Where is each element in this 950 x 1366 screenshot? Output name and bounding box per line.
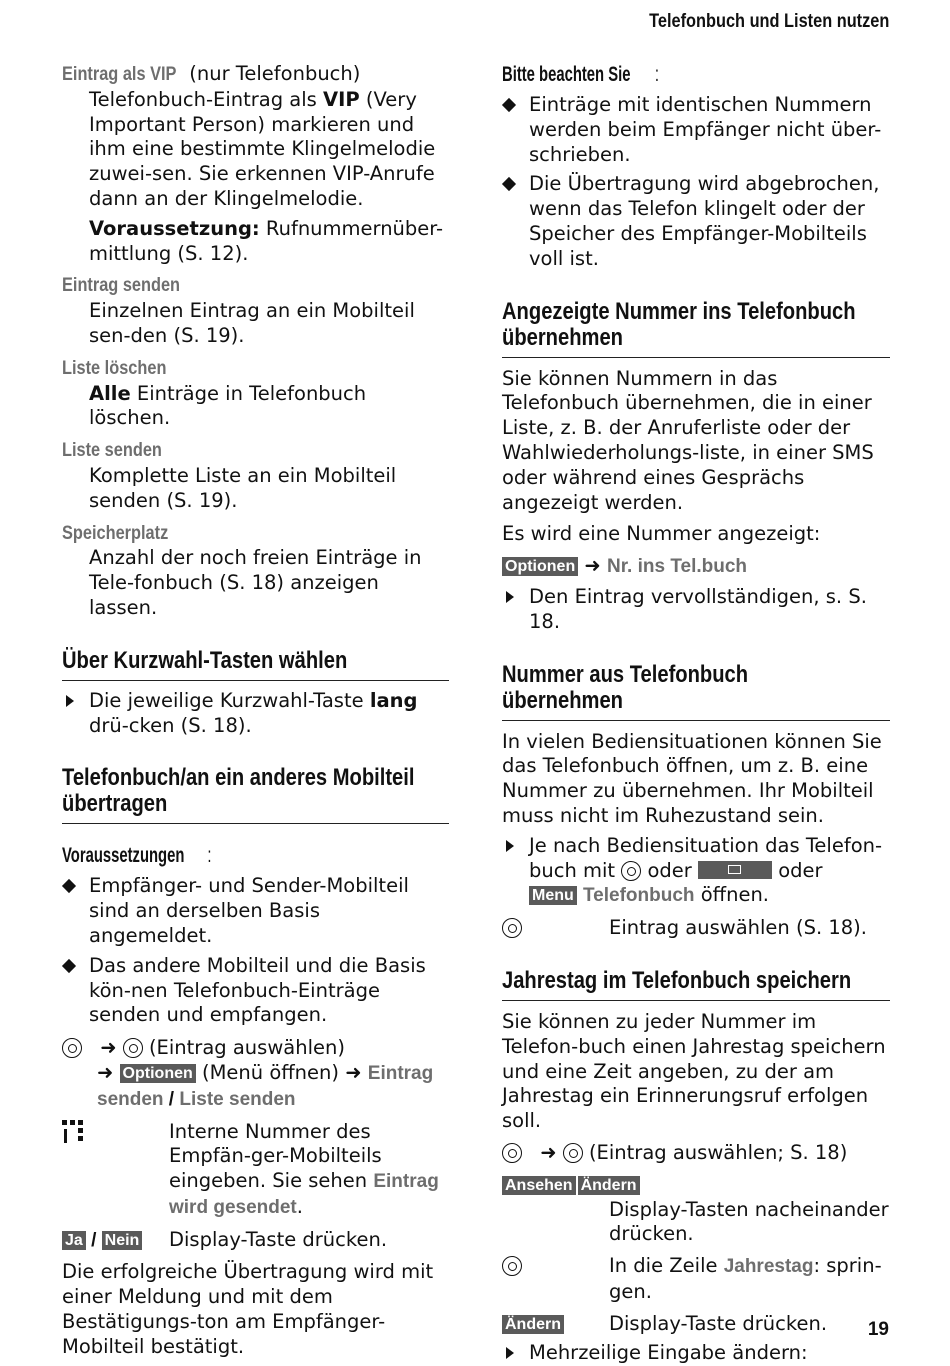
- select-entry-row: Eintrag auswählen (S. 18).: [502, 916, 890, 941]
- from-phonebook-para: In vielen Bediensituationen können Sie das Telefonbuch öffnen, um z. B. eine Nummer zu übernehmen. Ihr Mobilteil muss nicht im Ruhezustand sein.: [502, 729, 882, 827]
- speed-dial-bold: lang: [369, 688, 418, 712]
- from-phonebook-heading: Nummer aus Telefonbuch übernehmen: [502, 662, 890, 721]
- delete-list-bold: Alle: [89, 381, 131, 405]
- right-column: [502, 62, 890, 1366]
- step-arrow-icon: [66, 695, 74, 707]
- note-heading: Bitte beachten Sie :: [502, 63, 660, 86]
- keypad-icon: [62, 1120, 169, 1221]
- softkey-ja: Ja: [62, 1231, 86, 1250]
- arrow-right-icon: ➜: [345, 1060, 362, 1084]
- bullet-diamond-icon: [502, 98, 516, 112]
- ja-nein-row: Ja / Nein Display-Taste drücken.: [62, 1228, 449, 1254]
- arrow-right-icon: ➜: [97, 1060, 114, 1084]
- vip-desc-1: Telefonbuch-Eintrag als: [89, 87, 324, 111]
- softkey-aendern: Ändern: [578, 1176, 640, 1195]
- phonebook-key-icon: [698, 861, 772, 879]
- bullet-diamond-icon: [62, 959, 76, 973]
- vip-term-suffix: (nur Telefonbuch): [183, 62, 361, 85]
- send-entry-desc: Einzelnen Eintrag an ein Mobilteil sen-den (S. 19).: [89, 299, 415, 347]
- speed-dial-step: Die jeweilige Kurzwahl-Taste lang drü-cken (S. 18).: [62, 689, 449, 739]
- transfer-heading: Telefonbuch/an ein anderes Mobilteil übertragen: [62, 765, 449, 824]
- anniversary-line-row: In die Zeile Jahrestag: sprin-gen.: [502, 1254, 890, 1305]
- softkey-nein: Nein: [102, 1231, 143, 1250]
- displayed-number-heading: Angezeigte Nummer ins Telefonbuch übernehmen: [502, 299, 890, 358]
- softkey-menu: Menu: [529, 886, 577, 905]
- vip-desc-bold: VIP: [323, 87, 360, 111]
- navigation-key-icon: [502, 918, 522, 938]
- vip-desc-2: (Very Important Person) markieren und ihm eine bestimmte Klingelmelodie zuwei-sen. Sie erkennen VIP-Anrufe dann an der Klingelmelodie.: [89, 87, 436, 210]
- left-column: [62, 62, 449, 1360]
- transfer-sequence: ➜ (Eintrag auswählen) ➜ Optionen (Menü öffnen) ➜ Eintrag senden / Liste senden: [62, 1036, 449, 1112]
- delete-list-term: Liste löschen: [62, 357, 167, 379]
- menu-item-nr-ins-telbuch: Nr. ins Tel.buch: [606, 556, 748, 578]
- arrow-right-icon: ➜: [540, 1140, 557, 1164]
- displayed-number-para: Sie können Nummern in das Telefonbuch übernehmen, die in einer Liste, z. B. der Anruferliste oder der Wahlwiederholungs-liste, in einer SMS oder während eines Gesprächs angezeigt werden.: [502, 366, 874, 514]
- bullet-diamond-icon: [62, 879, 76, 893]
- softkey-ansehen: Ansehen: [502, 1176, 576, 1195]
- softkey-optionen: Optionen: [120, 1064, 196, 1083]
- navigation-key-icon: [502, 1256, 522, 1276]
- transfer-footer: Die erfolgreiche Übertragung wird mit einer Meldung und mit dem Bestätigungs-ton am Empfänger-Mobilteil bestätigt.: [62, 1260, 434, 1358]
- memory-term: Speicherplatz: [62, 522, 169, 544]
- navigation-key-icon: [502, 1143, 522, 1163]
- internal-number-row: Interne Nummer des Empfän-ger-Mobilteils eingeben. Sie sehen Eintrag wird gesendet.: [62, 1120, 449, 1221]
- transfer-req-1: Empfänger- und Sender-Mobilteil sind an derselben Basis angemeldet.: [62, 874, 449, 948]
- softkey-optionen: Optionen: [502, 557, 578, 576]
- anniversary-keys: [502, 1173, 890, 1198]
- vip-term: Eintrag als VIP: [62, 64, 177, 85]
- running-header: Telefonbuch und Listen nutzen: [648, 11, 889, 32]
- transfer-req-heading: Voraussetzungen :: [62, 844, 212, 868]
- arrow-right-icon: ➜: [584, 554, 601, 578]
- step-arrow-icon: [506, 1347, 514, 1359]
- from-phonebook-step: Je nach Bediensituation das Telefon-buch mit oder oder Menu Telefonbuch öffnen.: [502, 834, 890, 909]
- bullet-diamond-icon: [502, 177, 516, 191]
- speed-dial-heading: Über Kurzwahl-Tasten wählen: [62, 648, 449, 681]
- navigation-key-icon: [563, 1143, 583, 1163]
- displayed-number-step: Den Eintrag vervollständigen, s. S. 18.: [502, 585, 890, 635]
- arrow-right-icon: ➜: [100, 1036, 117, 1060]
- menu-item-telefonbuch: Telefonbuch: [582, 885, 695, 907]
- anniversary-sequence: ➜ (Eintrag auswählen; S. 18): [502, 1141, 890, 1166]
- softkey-aendern: Ändern: [502, 1315, 564, 1334]
- step-arrow-icon: [506, 591, 514, 603]
- note-item-2: Die Übertragung wird abgebrochen, wenn das Telefon klingelt oder der Speicher des Empfänger-Mobilteils voll ist.: [502, 172, 890, 271]
- navigation-key-icon: [123, 1038, 143, 1058]
- send-entry-term: Eintrag senden: [62, 275, 181, 297]
- anniversary-aendern-row: Ändern Display-Taste drücken.: [502, 1312, 890, 1337]
- status-message: Eintrag wird gesendet: [169, 1171, 439, 1218]
- send-list-desc: Komplette Liste an ein Mobilteil senden (S. 19).: [89, 463, 397, 512]
- field-jahrestag: Jahrestag: [723, 1256, 814, 1278]
- anniversary-keys-desc-row: Display-Tasten nacheinander drücken.: [609, 1197, 889, 1246]
- displayed-number-shown: Es wird eine Nummer angezeigt:: [502, 522, 821, 546]
- vip-req-text: Rufnummernüber-mittlung (S. 12).: [89, 216, 444, 265]
- send-list: [62, 438, 449, 513]
- transfer-req-2: Das andere Mobilteil und die Basis kön-nen Telefonbuch-Einträge senden und empfangen.: [62, 954, 449, 1028]
- step-arrow-icon: [506, 840, 514, 852]
- vip-entry: [62, 62, 449, 266]
- navigation-key-icon: [621, 861, 641, 881]
- delete-list-desc: Einträge in Telefonbuch löschen.: [89, 381, 367, 430]
- page-number: 19: [867, 1319, 889, 1341]
- delete-list: [62, 356, 449, 431]
- note-item-1: Einträge mit identischen Nummern werden beim Empfänger nicht über-schrieben.: [502, 93, 890, 167]
- anniversary-para: Sie können zu jeder Nummer im Telefon-buch einen Jahrestag speichern und eine Zeit angeben, zu der am Jahrestag ein Erinnerungsruf erfolgen soll.: [502, 1009, 886, 1133]
- memory-desc: Anzahl der noch freien Einträge in Tele-fonbuch (S. 18) anzeigen lassen.: [89, 546, 422, 619]
- navigation-key-icon: [62, 1038, 82, 1058]
- send-entry: [62, 273, 449, 348]
- send-list-term: Liste senden: [62, 440, 162, 462]
- memory: [62, 521, 449, 621]
- vip-req-label: Voraussetzung:: [89, 216, 260, 240]
- anniversary-heading: Jahrestag im Telefonbuch speichern: [502, 968, 890, 1001]
- displayed-number-sequence: [502, 554, 890, 580]
- anniversary-step: Mehrzeilige Eingabe ändern:: [502, 1341, 890, 1366]
